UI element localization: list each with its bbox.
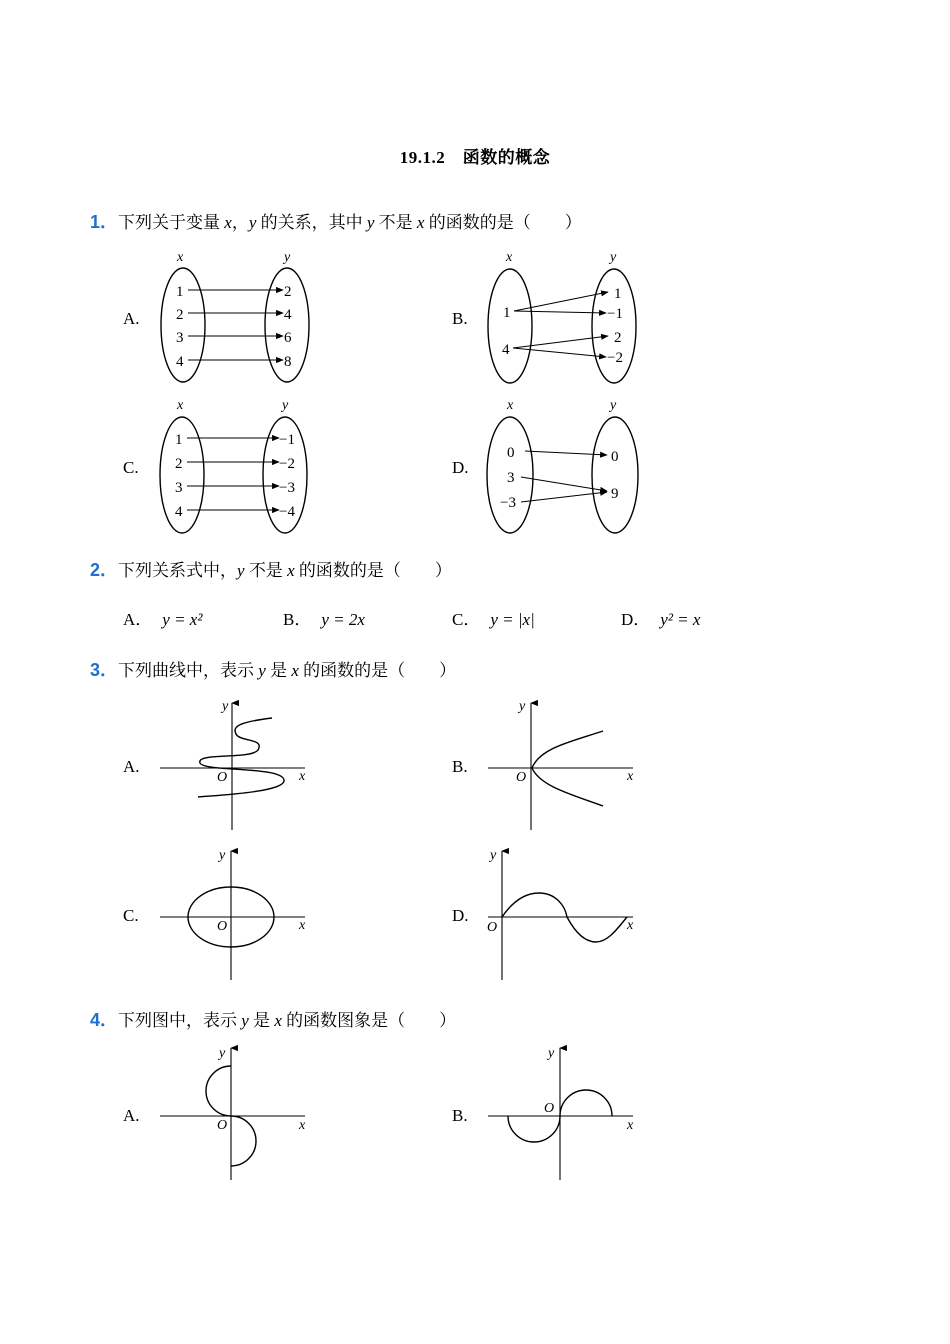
set-y-label: y bbox=[610, 398, 617, 413]
set-x-label: x bbox=[177, 250, 184, 265]
element: −3 bbox=[279, 480, 295, 496]
element: 0 bbox=[507, 445, 515, 461]
svg-text:x: x bbox=[627, 918, 634, 933]
element: 3 bbox=[507, 470, 515, 486]
set-x-label: x bbox=[507, 398, 514, 413]
option-d: D． y² = x bbox=[621, 610, 701, 629]
question-text: 下列曲线中，表示 y 是 x 的函数的是（ ） bbox=[118, 661, 457, 680]
element: −2 bbox=[279, 456, 295, 472]
set-y-label: y bbox=[610, 250, 617, 265]
svg-text:O: O bbox=[217, 919, 228, 934]
svg-text:x: x bbox=[299, 918, 306, 933]
curve-upper bbox=[206, 1066, 231, 1116]
svg-text:y: y bbox=[490, 848, 497, 863]
element: 0 bbox=[611, 449, 619, 465]
page-title: 19.1.2 函数的概念 bbox=[399, 148, 551, 167]
svg-text:O: O bbox=[516, 770, 527, 785]
option-label: A. bbox=[123, 757, 140, 776]
svg-text:y: y bbox=[219, 848, 226, 863]
svg-text:O: O bbox=[217, 1118, 228, 1133]
set-x-ellipse bbox=[488, 269, 532, 383]
option-b: B． y = 2x bbox=[283, 610, 365, 629]
svg-text:O: O bbox=[217, 770, 228, 785]
svg-text:O: O bbox=[487, 920, 498, 935]
mapping-diagram-b bbox=[488, 250, 636, 383]
curve-left bbox=[508, 1116, 560, 1142]
graph-q4-a bbox=[160, 1046, 306, 1180]
question-text: 下列图中，表示 y 是 x 的函数图象是（ ） bbox=[118, 1011, 457, 1030]
element: 2 bbox=[175, 456, 183, 472]
element: −1 bbox=[607, 306, 623, 322]
option-label: A. bbox=[123, 309, 140, 328]
element: 1 bbox=[175, 432, 183, 448]
graph-q4-b bbox=[488, 1046, 634, 1180]
element: 2 bbox=[614, 330, 622, 346]
curve bbox=[198, 718, 284, 797]
element: −2 bbox=[607, 350, 623, 366]
expression: y² = x bbox=[660, 610, 701, 629]
question-number: 1． bbox=[90, 212, 119, 232]
element: 4 bbox=[175, 504, 183, 520]
element: 3 bbox=[175, 480, 183, 496]
mapping-diagram-c bbox=[160, 398, 307, 533]
element: 3 bbox=[176, 330, 184, 346]
element: 6 bbox=[284, 330, 292, 346]
element: 4 bbox=[502, 342, 510, 358]
option-label: B. bbox=[452, 309, 468, 328]
svg-text:x: x bbox=[627, 769, 634, 784]
svg-text:x: x bbox=[627, 1118, 634, 1133]
element: 4 bbox=[284, 307, 292, 323]
svg-text:y: y bbox=[222, 699, 229, 714]
option-label: D. bbox=[452, 906, 469, 925]
set-y-ellipse bbox=[592, 417, 638, 533]
element: 1 bbox=[176, 284, 184, 300]
set-x-label: x bbox=[177, 398, 184, 413]
svg-text:x: x bbox=[299, 769, 306, 784]
curve-lower bbox=[231, 1116, 256, 1166]
svg-text:y: y bbox=[519, 699, 526, 714]
element: −1 bbox=[279, 432, 295, 448]
graph-q3-c bbox=[160, 848, 306, 980]
graph-q3-a bbox=[160, 699, 306, 830]
option-label: B. bbox=[452, 757, 468, 776]
svg-text:y: y bbox=[548, 1046, 555, 1061]
expression: y = 2x bbox=[321, 610, 365, 629]
mapping-diagram-a bbox=[161, 250, 309, 382]
set-y-label: y bbox=[284, 250, 291, 265]
svg-text:x: x bbox=[299, 1118, 306, 1133]
set-x-label: x bbox=[506, 250, 513, 265]
question-number: 2． bbox=[90, 560, 119, 580]
svg-text:O: O bbox=[544, 1101, 555, 1116]
element: −4 bbox=[279, 504, 295, 520]
question-number: 3． bbox=[90, 660, 119, 680]
option-label: C. bbox=[123, 906, 139, 925]
element: 1 bbox=[614, 286, 622, 302]
question-text: 下列关系式中，y 不是 x 的函数的是（ ） bbox=[118, 561, 452, 580]
expression: y = |x| bbox=[490, 610, 535, 629]
element: 1 bbox=[503, 305, 511, 321]
graph-q3-b bbox=[488, 699, 634, 830]
question-text: 下列关于变量 x，y 的关系，其中 y 不是 x 的函数的是（ ） bbox=[118, 213, 582, 232]
element: 2 bbox=[284, 284, 292, 300]
option-label: B. bbox=[452, 1106, 468, 1125]
question-2 bbox=[90, 556, 452, 582]
svg-text:y: y bbox=[219, 1046, 226, 1061]
option-c: C． y = |x| bbox=[452, 610, 535, 629]
expression: y = x² bbox=[162, 610, 203, 629]
question-3 bbox=[90, 656, 456, 682]
element: −3 bbox=[500, 495, 516, 511]
set-y-label: y bbox=[282, 398, 289, 413]
question-4 bbox=[90, 1006, 456, 1032]
option-label: D. bbox=[452, 458, 469, 477]
option-label: C. bbox=[123, 458, 139, 477]
option-label: A. bbox=[123, 1106, 140, 1125]
graph-q3-d bbox=[487, 848, 634, 980]
curve-right bbox=[560, 1090, 612, 1116]
element: 9 bbox=[611, 486, 619, 502]
element: 8 bbox=[284, 354, 292, 370]
mapping-diagram-d bbox=[487, 398, 638, 533]
option-a: A． y = x² bbox=[123, 610, 203, 629]
question-number: 4． bbox=[90, 1010, 119, 1030]
element: 2 bbox=[176, 307, 184, 323]
element: 4 bbox=[176, 354, 184, 370]
